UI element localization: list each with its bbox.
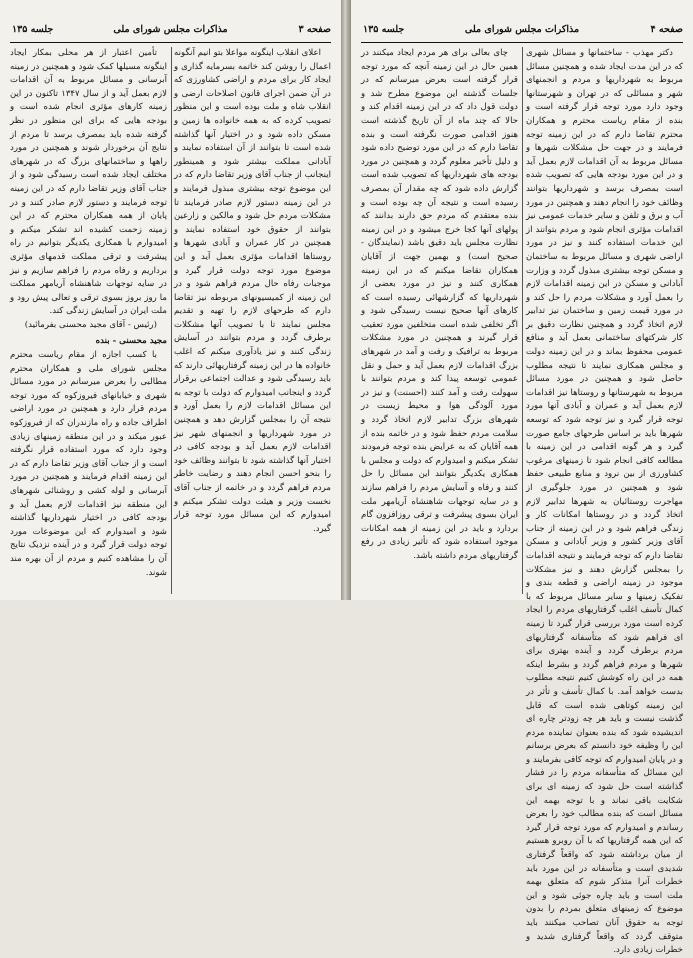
- left-page: [0, 0, 341, 600]
- right-page-running-title: مذاکرات مجلس شورای ملی: [464, 24, 580, 35]
- paragraph: (رئیس - آقای مجید محسنی بفرمائید): [24, 319, 157, 330]
- left-page-number: صفحه ۳: [298, 24, 331, 35]
- left-page-session-label: جلسه ۱۳۵: [12, 24, 54, 35]
- right-page-left-column: [361, 47, 518, 594]
- right-page-session-label: جلسه ۱۳۵: [363, 24, 405, 35]
- right-page-header: [361, 24, 683, 41]
- right-page-columns: [361, 47, 683, 956]
- right-header-rule: [361, 42, 683, 43]
- speaker-heading: مجید محسنی - بنده: [95, 336, 167, 347]
- left-header-rule: [10, 42, 331, 43]
- column-divider: [171, 47, 172, 594]
- paragraph: تأمین اعتبار از هر محلی بمکار ایجاد اینگونه مسیلها کمک شود و همچنین در زمینه آبرسانی و مسائل مربوط به آن اقدامات لازم بعمل آید و از سال ۱۳۴۷ تاکنون در این زمینه کارهای مؤثری انجام شده است و بودجه هایی که برای این منظور در نظر گرفته شده باید بمصرف برسد تا مردم از نتایج آن برخوردار شوند و همچنین در مورد راهها و ساختمانهای بزرگ که در شهرهای مختلف ایجاد شده است رسیدگی شود و از جناب آقای وزیر تقاضا دارم که در این زمینه توجه فرمایند و دستور لازم صادر کنند و در پایان از همه همکاران محترم که در این زمینه زحمت کشیده اند تشکر میکنم و امیدوارم با همکاری یکدیگر بتوانیم در راه پیشرفت و ترقی مملکت قدمهای مؤثری برداریم و رفاه مردم را فراهم سازیم و نیز در سایه توجهات شاهنشاه آریامهر مملکت ما روز بروز بسوی ترقی و تعالی پیش رود و ملت ایران در آسایش زندگی کند.: [10, 48, 167, 317]
- paragraph: چای بعالی برای هر مردم ایجاد میکنند در همین حال در این زمینه آنچه که مورد توجه قرار گرفته است بعرض میرسانم که در جلسات گذشته این موضوع مطرح شد و دولت قول داد که در این زمینه اقدام کند و حالا که چند ماه از آن تاریخ گذشته است هنوز اقدامی صورت نگرفته است و بنده تقاضا دارم که در این مورد توضیح داده شود و دلیل تأخیر معلوم گردد و همچنین در مورد بودجه های شهرداریها که تصویب شده است گزارش داده شود که چه مقدار آن بمصرف رسیده است و نتیجه آن چه بوده است و بنده معتقدم که مردم حق دارند بدانند که پولهای آنها کجا خرج میشود و در این زمینه نظارت مجلس باید دقیق باشد (نمایندگان - صحیح است) و بهمین جهت از آقایان همکاران تقاضا میکنم که در این زمینه همکاری کنند و نیز در مورد بعضی از شهرداریها که گزارشهائی رسیده است که کارهای آنها صحیح نیست رسیدگی شود و اگر تخلفی شده است متخلفین مورد تعقیب قرار گیرند و همچنین در مورد مشکلات مربوط به ترافیک و رفت و آمد در شهرهای بزرگ اقدامات لازم بعمل آید و حمل و نقل عمومی توسعه پیدا کند و مردم بتوانند با سهولت رفت و آمد کنند (احسنت) و نیز در مورد آلودگی هوا و محیط زیست در شهرهای بزرگ تدابیر لازم اتخاذ گردد و سلامت مردم حفظ شود و در خاتمه بنده از همه آقایان که به عرایض بنده توجه فرمودند تشکر میکنم و امیدوارم که دولت و مجلس با همکاری یکدیگر بتوانند این مسائل را حل کنند و رفاه و آسایش مردم را فراهم سازند و در سایه توجهات شاهنشاه آریامهر ملت ایران بسوی پیشرفت و ترقی روزافزون گام بردارد و باید در این زمینه از همه امکانات موجود استفاده شود که تأثیر زیادی در رفع گرفتاریهای مردم داشته باشد.: [361, 48, 518, 561]
- left-page-columns: [10, 47, 331, 594]
- left-page-left-column: [10, 47, 167, 594]
- column-divider: [522, 47, 523, 594]
- paragraph: با کسب اجازه از مقام ریاست محترم مجلس شورای ملی و همکاران محترم مطالبی را بعرض میرسانم در مورد مسائل شهری و خیابانهای فیروزکوه که مورد توجه مردم قرار دارد و همچنین در مورد اراضی اطراف جاده و راه مازندران که از فیروزکوه عبور میکند و در این منطقه زمینهای زیادی وجود دارد که مورد استفاده قرار نگرفته است و از جناب آقای وزیر تقاضا دارم که در این زمینه اقدام فرمایند و همچنین در مورد آبرسانی و لوله کشی و روشنائی شهرهای این منطقه نیز اقدامات لازم بعمل آید و بودجه کافی در اختیار شهرداریها گذاشته شود و امیدوارم که این موضوعات مورد توجه دولت قرار گیرد و در آینده نزدیک نتایج آن را مشاهده کنیم و مردم از آن بهره مند شوند.: [10, 350, 167, 578]
- left-page-header: [10, 24, 331, 41]
- left-page-running-title: مذاکرات مجلس شورای ملی: [113, 24, 228, 35]
- paragraph: اعلای انقلاب اینگونه مواعلا بتو انیم آنگونه اعمال را روشن کند خاتمه بسرمایه گذاری و ایجاد کار برای مردم و اراضی کشاورزی که در آن ضمن اجرای قانون اصلاحات ارضی و انقلاب شاه و ملت بوده است و این منظور تصویب کرده که به همه خانواده ها زمین و مسکن داده شود و در اختیار آنها گذاشته شده است تا بتوانند از آن استفاده نمایند و آبادانی مملکت بیشتر شود و همینطور اینجانب از جناب آقای وزیر تقاضا دارم که در این موضوع توجه بیشتری مبذول فرمایند و در این زمینه دستور لازم صادر فرمایند تا مشکلات مردم حل شود و مالکین و زارعین بتوانند از حقوق خود استفاده نمایند و همچنین در کار عمران و آبادی شهرها و روستاها اقدامات مؤثری بعمل آید و این موضوع مورد توجه دولت قرار گیرد و موجبات رفاه حال مردم فراهم شود و در این زمینه از کمیسیونهای مربوطه نیز تقاضا دارم که طرحهای لازم را تهیه و تقدیم مجلس نمایند تا با تصویب آنها مشکلات برطرف گردد و مردم بتوانند در آسایش زندگی کنند و نیز یادآوری میکنم که اغلب خانواده ها در این زمینه گرفتاریهائی دارند که باید رسیدگی شود و عدالت اجتماعی برقرار گردد و اینجانب امیدوارم که دولت با توجه به این مسائل اقدامات لازم را بعمل آورد و نتیجه آن را بمجلس گزارش دهد و همچنین در مورد شهرداریها و انجمنهای شهر نیز اقدامات لازم بعمل آید و بودجه کافی در اختیار آنها گذاشته شود تا بتوانند وظائف خود را بنحو احسن انجام دهند و رضایت خاطر مردم فراهم گردد و در خاتمه از جناب آقای نخست وزیر و هیئت دولت تشکر میکنم و امیدوارم که این مسائل مورد توجه قرار گیرد.: [174, 48, 331, 534]
- right-page-right-column: [526, 47, 683, 956]
- right-page: [351, 0, 693, 956]
- right-page-number: صفحه ۴: [650, 24, 683, 35]
- paragraph: دکتر مهذب - ساختمانها و مسائل شهری که در این مدت ایجاد شده و همچنین مسائل مربوط به شهرداریها و مردم و انجمنهای شهر و مسائلی که در تهران و شهرستانها وجود دارد مورد توجه قرار گرفته است و بنده از مقام ریاست محترم و همکاران محترم تقاضا دارم که در این زمینه توجه فرمایند و در جهت حل مشکلات شهرها و مسائل مربوط به آن اقدامات لازم بعمل آید و در این مورد بودجه هایی که تصویب شده است بمصرف برسد و شهرداریها بتوانند وظائف خود را انجام دهند و همچنین در مورد آب و برق و تلفن و سایر خدمات عمومی نیز اقدامات مؤثری انجام شود و مردم بتوانند از این خدمات استفاده کنند و نیز در مورد اراضی شهری و مسائل مربوط به ساختمان و مسکن توجه بیشتری مبذول گردد و وزارت آبادانی و مسکن در این زمینه اقدامات لازم را بعمل آورد و مشکلات مردم را حل کند و در مورد قیمت زمین و ساختمان نیز تدابیر لازم اتخاذ گردد و همچنین نظارت دقیق بر کار شرکتهای ساختمانی بعمل آید و منافع عمومی محفوظ بماند و در این زمینه دولت و مجلس همکاری نمایند تا نتیجه مطلوب حاصل شود و همچنین در مورد مسائل مربوط به شهرستانها و روستاها نیز اقدامات لازم بعمل آید و عمران و آبادی آنها مورد توجه قرار گیرد و نیز توجه شود که توسعه شهرها باید بر اساس طرحهای جامع صورت گیرد و هر گونه اقدامی در این زمینه با مطالعه کافی انجام شود تا زمینهای مرغوب کشاورزی از بین نرود و منابع طبیعی حفظ شود و همچنین در مورد جلوگیری از مهاجرت روستائیان به شهرها تدابیر لازم اتخاذ گردد و در روستاها امکانات کار و زندگی فراهم شود و در این زمینه از جناب آقای وزیر کشور و وزیر آبادانی و مسکن تقاضا دارم که توجه فرمایند و نتیجه اقدامات را بمجلس گزارش دهند و نیز مشکلات موجود در زمینه اراضی و قطعه بندی و تفکیک زمینها و سایر مسائل مربوط که با کمال تأسف اغلب گرفتاریهای مردم را ایجاد کرده است مورد بررسی قرار گیرد تا زمینه ای فراهم شود که متأسفانه گرفتاریهای مردم برطرف گردد و آینده بهتری برای شهرها و مردم فراهم گردد و بشرط اینکه همه در این راه کوشش کنیم نتیجه مطلوب بدست خواهد آمد. با کمال تأسف و تأثر در این زمینه کوتاهی شده است که قابل گذشت نیست و باید هر چه زودتر چاره ای اندیشیده شود که بنده بعنوان نماینده مردم این را وظیفه خود دانستم که بعرض برسانم و در پایان امیدوارم که توجه کافی بفرمایند و این مسائل که متأسفانه مردم را در فشار گذاشته است حل شود که زمینه ای برای شکایت باقی نماند و با توجه بهمه این مسائل است که بنده مطالب خود را بعرض رساندم و امیدوارم که مورد توجه قرار گیرد که این همه گرفتاریها که با آن روبرو هستیم از میان برداشته شود که واقعاً گرفتاری شدیدی است و متأسفانه در این مورد باید خطرات آنرا متذکر شوم که متعلق بهمه ملت است و باید چاره جوئی شود و این موضوع که زمینهای متعلق بمردم را بدون توجه به حقوق آنان تصاحب میکنند باید متوقف گردد که واقعاً گرفتاری شدید و خطرات زیادی دارد.: [526, 48, 683, 956]
- book-gutter: [341, 0, 351, 600]
- left-page-right-column: [174, 47, 331, 594]
